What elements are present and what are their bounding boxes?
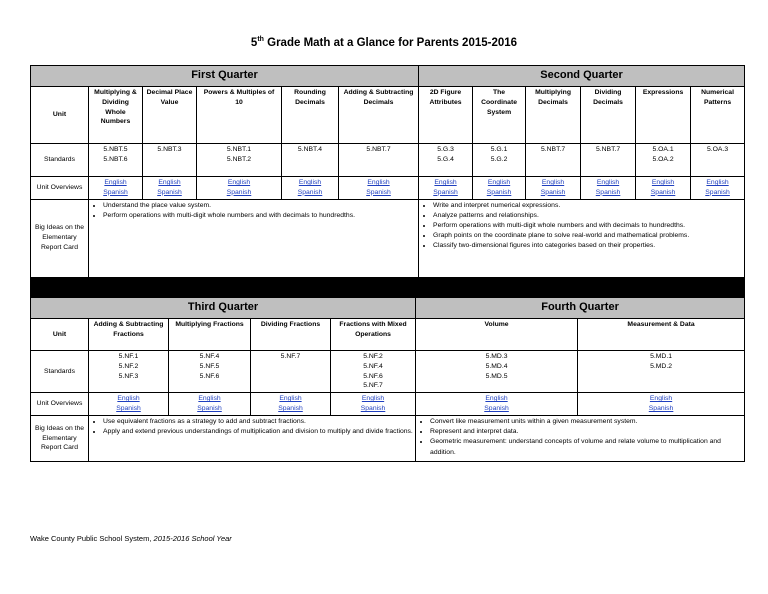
overview-links bbox=[143, 176, 197, 199]
spanish-link[interactable]: Spanish bbox=[226, 188, 252, 196]
overview-links bbox=[416, 393, 578, 416]
standards-cell: 5.NF.4 5.NF.5 5.NF.6 bbox=[169, 350, 251, 392]
overview-links bbox=[419, 176, 473, 199]
english-link[interactable]: English bbox=[649, 395, 673, 403]
footer-year: 2015-2016 School Year bbox=[153, 534, 232, 543]
spanish-link[interactable]: Spanish bbox=[157, 188, 182, 196]
big-idea-item: • Graph points on the coordinate plane to solve real-world and mathematical problems. bbox=[433, 231, 742, 241]
overview-links bbox=[169, 393, 251, 416]
unit-name: Multiplying Decimals bbox=[526, 86, 581, 143]
big-idea-item: • Use equivalent fractions as a strategy to add and subtract fractions. bbox=[103, 417, 413, 427]
unit-name: 2D Figure Attributes bbox=[419, 86, 473, 143]
english-link[interactable]: English bbox=[298, 178, 322, 186]
english-link[interactable]: English bbox=[485, 395, 508, 403]
spanish-link[interactable]: Spanish bbox=[116, 405, 141, 413]
big-idea-item: • Analyze patterns and relationships. bbox=[433, 211, 742, 221]
page-title: 5th Grade Math at a Glance for Parents 2015-2016 bbox=[250, 36, 518, 49]
overview-links bbox=[251, 393, 331, 416]
spanish-link[interactable]: Spanish bbox=[103, 188, 128, 196]
spanish-link[interactable]: Spanish bbox=[297, 188, 323, 196]
standards-cell: 5.MD.3 5.MD.4 5.MD.5 bbox=[416, 350, 578, 392]
unit-name: Numerical Patterns bbox=[691, 86, 745, 143]
third-quarter-header: Third Quarter bbox=[31, 298, 416, 319]
english-link[interactable]: English bbox=[227, 178, 251, 186]
standards-cell: 5.OA.1 5.OA.2 bbox=[636, 143, 691, 176]
spanish-link[interactable]: Spanish bbox=[484, 405, 509, 413]
overview-links bbox=[578, 393, 745, 416]
overview-links bbox=[636, 176, 691, 199]
spanish-link[interactable]: Spanish bbox=[540, 188, 566, 196]
english-link[interactable]: English bbox=[596, 178, 620, 186]
standards-cell: 5.NBT.5 5.NBT.6 bbox=[89, 143, 143, 176]
big-ideas-row-label: Big Ideas on the Elementary Report Card bbox=[31, 416, 89, 462]
spanish-link[interactable]: Spanish bbox=[278, 405, 303, 413]
unit-name: Measurement & Data bbox=[578, 318, 745, 350]
unit-row-label: Unit bbox=[31, 318, 89, 350]
big-idea-item: • Perform operations with multi-digit whole numbers and with decimals to hundredths. bbox=[103, 211, 416, 221]
spanish-link[interactable]: Spanish bbox=[705, 188, 730, 196]
standards-cell: 5.NBT.7 bbox=[339, 143, 419, 176]
unit-row-label: Unit bbox=[31, 86, 89, 143]
unit-name: Decimal Place Value bbox=[143, 86, 197, 143]
standards-cell: 5.NBT.7 bbox=[526, 143, 581, 176]
unit-name: Fractions with Mixed Operations bbox=[331, 318, 416, 350]
fourth-quarter-big-ideas bbox=[416, 416, 745, 462]
standards-cell: 5.NBT.4 bbox=[282, 143, 339, 176]
standards-cell: 5.G.1 5.G.2 bbox=[473, 143, 526, 176]
footer-org: Wake County Public School System, bbox=[30, 534, 154, 543]
big-idea-item: • Write and interpret numerical expressions. bbox=[433, 201, 742, 211]
english-link[interactable]: English bbox=[541, 178, 565, 186]
overview-links bbox=[89, 393, 169, 416]
english-link[interactable]: English bbox=[434, 178, 457, 186]
unit-name: Dividing Fractions bbox=[251, 318, 331, 350]
first-quarter-big-ideas bbox=[89, 199, 419, 277]
fourth-quarter-header: Fourth Quarter bbox=[416, 298, 745, 319]
english-link[interactable]: English bbox=[279, 395, 302, 403]
english-link[interactable]: English bbox=[158, 178, 181, 186]
standards-cell: 5.NBT.1 5.NBT.2 bbox=[197, 143, 282, 176]
spanish-link[interactable]: Spanish bbox=[648, 405, 674, 413]
spanish-link[interactable]: Spanish bbox=[360, 405, 386, 413]
third-fourth-quarter-table bbox=[30, 297, 745, 462]
english-link[interactable]: English bbox=[651, 178, 675, 186]
english-link[interactable]: English bbox=[117, 395, 140, 403]
overview-links bbox=[282, 176, 339, 199]
big-idea-item: • Understand the place value system. bbox=[103, 201, 416, 211]
big-idea-item: • Apply and extend previous understandings of multiplication and division to multiply and divide fractions. bbox=[103, 427, 413, 437]
first-second-quarter-table bbox=[30, 65, 745, 317]
big-idea-item: • Geometric measurement: understand concepts of volume and relate volume to multiplication and addition. bbox=[430, 437, 742, 457]
unit-name: Rounding Decimals bbox=[282, 86, 339, 143]
big-idea-item: • Convert like measurement units within a given measurement system. bbox=[430, 417, 742, 427]
unit-name: The Coordinate System bbox=[473, 86, 526, 143]
unit-name: Adding & Subtracting Fractions bbox=[89, 318, 169, 350]
unit-name: Multiplying & Dividing Whole Numbers bbox=[89, 86, 143, 143]
big-idea-item: • Perform operations with multi-digit whole numbers and with decimals to hundredths. bbox=[433, 221, 742, 231]
overview-links bbox=[197, 176, 282, 199]
footer bbox=[30, 534, 232, 543]
standards-cell: 5.NF.7 bbox=[251, 350, 331, 392]
unit-name: Volume bbox=[416, 318, 578, 350]
overviews-row-label: Unit Overviews bbox=[31, 393, 89, 416]
second-quarter-header: Second Quarter bbox=[419, 66, 745, 87]
spanish-link[interactable]: Spanish bbox=[366, 188, 391, 196]
overview-links bbox=[581, 176, 636, 199]
spanish-link[interactable]: Spanish bbox=[595, 188, 621, 196]
standards-cell: 5.OA.3 bbox=[691, 143, 745, 176]
third-quarter-big-ideas bbox=[89, 416, 416, 462]
big-idea-item: • Represent and interpret data. bbox=[430, 427, 742, 437]
standards-cell: 5.NF.2 5.NF.4 5.NF.6 5.NF.7 bbox=[331, 350, 416, 392]
standards-cell: 5.NBT.7 bbox=[581, 143, 636, 176]
overview-links bbox=[331, 393, 416, 416]
overview-links bbox=[526, 176, 581, 199]
spanish-link[interactable]: Spanish bbox=[433, 188, 458, 196]
english-link[interactable]: English bbox=[198, 395, 221, 403]
standards-cell: 5.NBT.3 bbox=[143, 143, 197, 176]
overview-links bbox=[691, 176, 745, 199]
standards-row-label: Standards bbox=[31, 350, 89, 392]
standards-cell: 5.MD.1 5.MD.2 bbox=[578, 350, 745, 392]
big-ideas-row-label: Big Ideas on the Elementary Report Card bbox=[31, 199, 89, 277]
standards-row-label: Standards bbox=[31, 143, 89, 176]
overview-links bbox=[89, 176, 143, 199]
english-link[interactable]: English bbox=[361, 395, 385, 403]
standards-cell: 5.NF.1 5.NF.2 5.NF.3 bbox=[89, 350, 169, 392]
unit-name: Dividing Decimals bbox=[581, 86, 636, 143]
spanish-link[interactable]: Spanish bbox=[197, 405, 222, 413]
unit-name: Powers & Multiples of 10 bbox=[197, 86, 282, 143]
spanish-link[interactable]: Spanish bbox=[650, 188, 676, 196]
english-link[interactable]: English bbox=[706, 178, 729, 186]
unit-name: Expressions bbox=[636, 86, 691, 143]
english-link[interactable]: English bbox=[104, 178, 127, 186]
first-quarter-header: First Quarter bbox=[31, 66, 419, 87]
unit-name: Multiplying Fractions bbox=[169, 318, 251, 350]
big-idea-item: • Classify two-dimensional figures into categories based on their properties. bbox=[433, 241, 742, 251]
english-link[interactable]: English bbox=[367, 178, 390, 186]
english-link[interactable]: English bbox=[487, 178, 511, 186]
second-quarter-big-ideas bbox=[419, 199, 745, 277]
standards-cell: 5.G.3 5.G.4 bbox=[419, 143, 473, 176]
unit-name: Adding & Subtracting Decimals bbox=[339, 86, 419, 143]
spanish-link[interactable]: Spanish bbox=[486, 188, 512, 196]
overview-links bbox=[339, 176, 419, 199]
overview-links bbox=[473, 176, 526, 199]
overviews-row-label: Unit Overviews bbox=[31, 176, 89, 199]
